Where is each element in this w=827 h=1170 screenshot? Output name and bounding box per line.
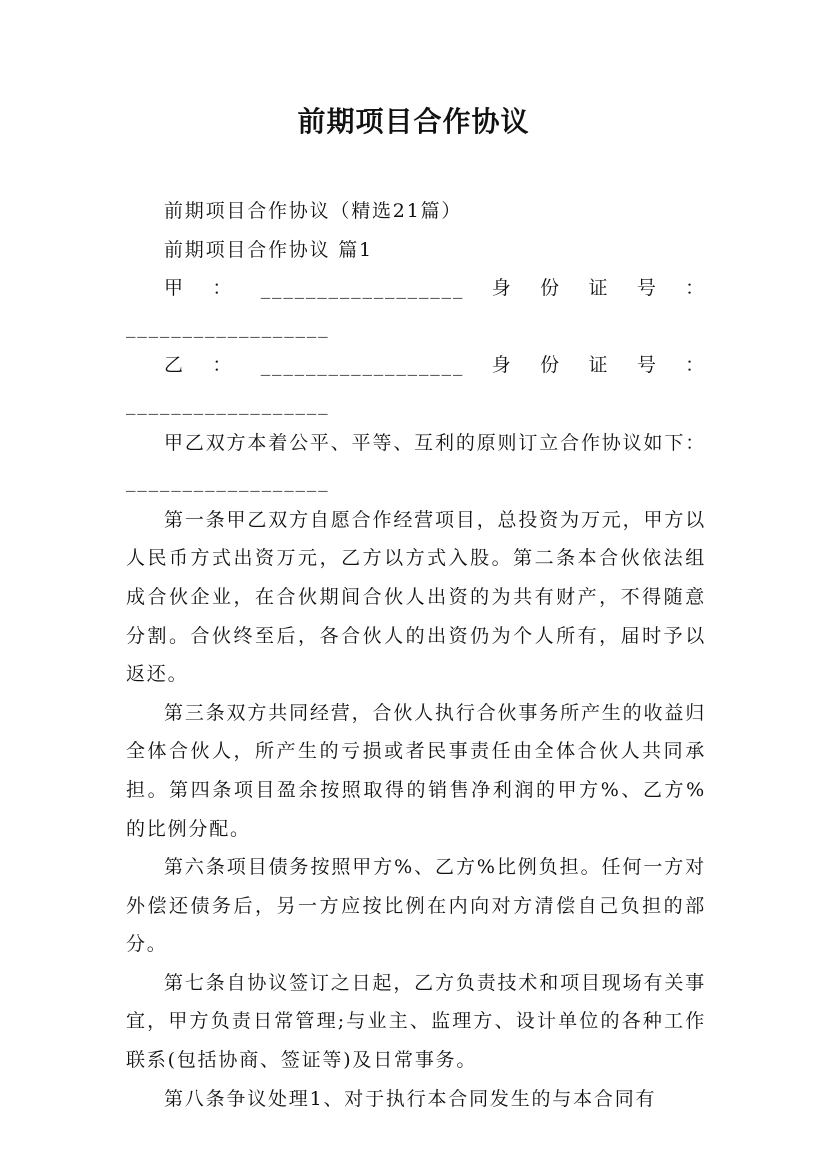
paragraph-article-3: 第三条双方共同经营，合伙人执行合伙事务所产生的收益归全体合伙人，所产生的亏损或者民事责任由全体合伙人共同承担。第四条项目盈余按照取得的销售净利润的甲方%、乙方%的比例分配。: [126, 701, 706, 840]
paragraph-party-b: 乙：__________________身份证号：__________________: [126, 354, 706, 415]
paragraph-intro: 甲乙双方本着公平、平等、互利的原则订立合作协议如下：__________________: [126, 431, 706, 493]
document-title: 前期项目合作协议: [297, 105, 530, 138]
paragraph-article-1: 第一条甲乙双方自愿合作经营项目，总投资为万元，甲方以人民币方式出资万元，乙方以方式入股。第二条本合伙依法组成合伙企业，在合伙期间合伙人出资的为共有财产，不得随意分割。合伙终至后，各合伙人的出资仍为个人所有，届时予以返还。: [126, 508, 706, 686]
document-body: [126, 192, 706, 1118]
paragraph-article-6: 第六条项目债务按照甲方%、乙方%比例负担。任何一方对外偿还债务后，另一方应按比例在内向对方清偿自己负担的部分。: [126, 856, 706, 956]
paragraph-article-7: 第七条自协议签订之日起，乙方负责技术和项目现场有关事宜，甲方负责日常管理;与业主、监理方、设计单位的各种工作联系(包括协商、签证等)及日常事务。: [126, 971, 706, 1072]
paragraph-heading: 前期项目合作协议（精选21篇）: [164, 200, 463, 222]
paragraph-party-a: 甲：__________________身份证号：__________________: [126, 277, 706, 338]
paragraph-article-8: 第八条争议处理1、对于执行本合同发生的与本合同有: [164, 1087, 657, 1110]
paragraph-section-title: 前期项目合作协议 篇1: [164, 238, 373, 261]
